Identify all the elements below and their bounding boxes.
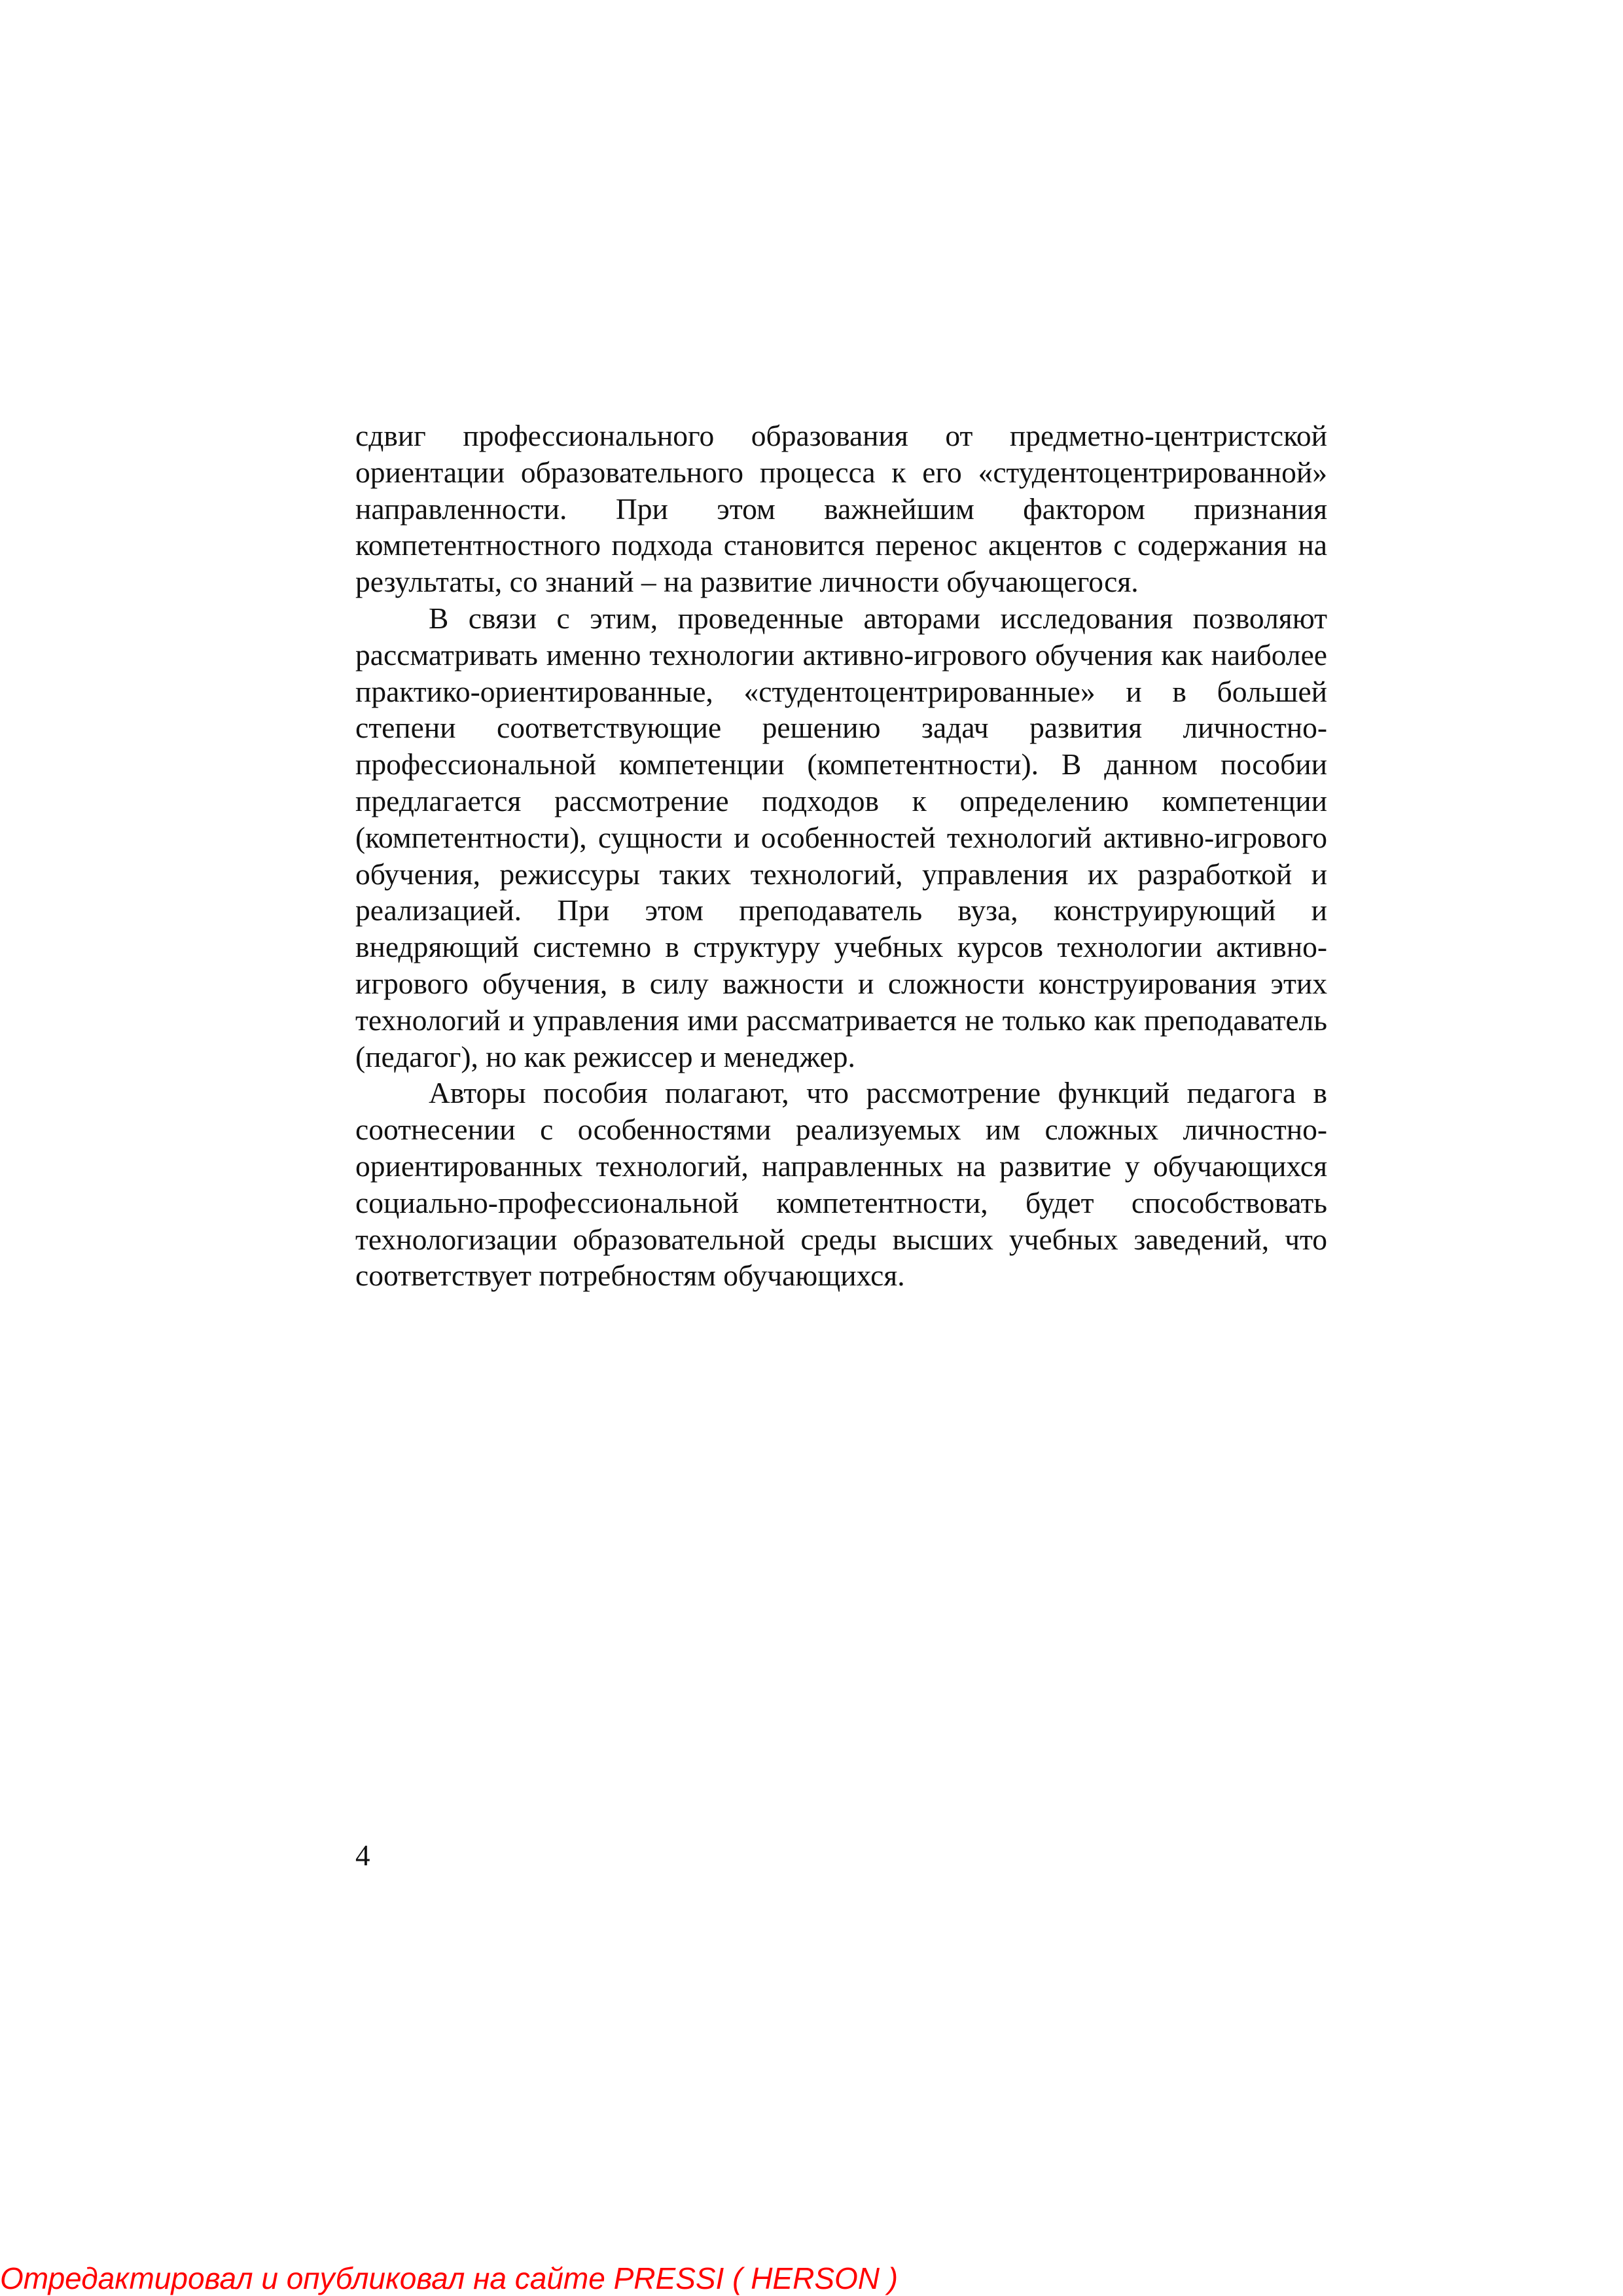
paragraph-2: В связи с этим, проведенные авторами исследования позволяют рассматривать именно технологии активно-игрового обучения как наиболее практико-ориентированные, «студентоцентрированные» и в большей степени соответствующие решению задач развития личностно-профессиональной компетенции (компетентности). В данном пособии предлагается рассмотрение подходов к определению компетенции (компетентности), сущности и особенностей технологий активно-игрового обучения, режиссуры таких технологий, управления их разработкой и реализацией. При этом преподаватель вуза, конструирующий и внедряющий системно в структуру учебных курсов технологии активно-игрового обучения, в силу важности и сложности конструирования этих технологий и управления ими рассматривается не только как преподаватель (педагог), но как режиссер и менеджер. [355, 601, 1327, 1073]
page-number: 4 [355, 1839, 370, 1872]
body-text [355, 418, 1327, 1294]
paragraph-1: сдвиг профессионального образования от предметно-центристской ориентации образовательного процесса к его «студентоцентрированной» направленности. При этом важнейшим фактором признания компетентностного подхода становится перенос акцентов с содержания на результаты, со знаний – на развитие личности обучающегося. [355, 419, 1327, 599]
paragraph-3: Авторы пособия полагают, что рассмотрение функций педагога в соотнесении с особенностями реализуемых им сложных личностно-ориентированных технологий, направленных на развитие у обучающихся социально-профессиональной компетентности, будет способствовать технологизации образовательной среды высших учебных заведений, что соответствует потребностям обучающихся. [355, 1076, 1327, 1293]
footer-credit-link[interactable]: Отредактировал и опубликовал на сайте PRESSI ( HERSON ) [0, 2261, 899, 2295]
